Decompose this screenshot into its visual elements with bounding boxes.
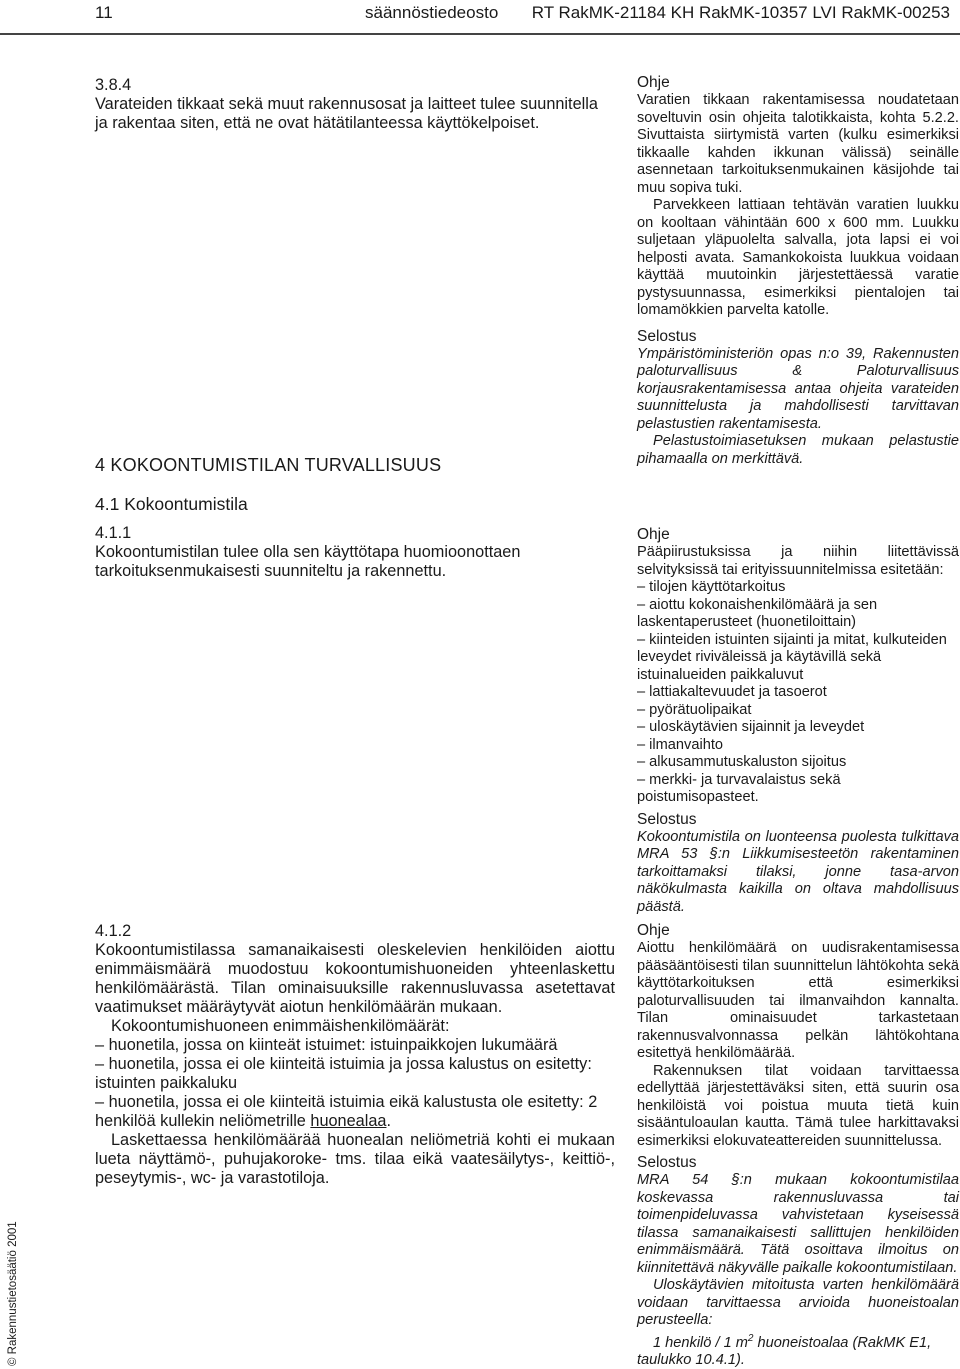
selostus-label: Selostus [637,811,959,829]
guidance-block-3 [637,922,959,1369]
list-item: – aiottu kokonaishenkilömäärä ja sen laskentaperusteet (huonetiloittain) [637,597,959,632]
section-title: 4.1 Kokoontumistila [95,494,248,515]
underlined-term: huonealaa [310,1112,386,1130]
section-number: 4.1.2 [95,922,615,941]
list-item: – ilmanvaihto [637,737,959,755]
chapter-title: 4 KOKOONTUMISTILAN TURVALLISUUS [95,455,441,476]
paragraph: Aiottu henkilömäärä on uudisrakentamisessa pääsääntöisesti tilan suunnittelun lähtökohta sekä käyttötarkoituksen että esimerkiksi paloturvallisuuden tai ilmanvaihdon kannalta. Tilan ominaisuudet tarkastetaan rakennusvalvonnassa pelkän lähtökohtana esitettyä henkilömäärää. [637,940,959,1063]
paragraph: Pelastustoimiasetuksen mukaan pelastustie pihamaalla on merkittävä. [637,433,959,468]
paragraph: Rakennuksen tilat voidaan tarvittaessa edellyttää järjestettäväksi siten, että suurin osa henkilöistä voi poistua muuta tietä kuin sisääntuloaulan kautta. Tämä tulee harkittavaksi esimerkiksi elokuvateattereiden suunnittelussa. [637,1063,959,1151]
paragraph: Kokoontumistila on luonteensa puolesta tulkittava MRA 53 §:n Liikkumisesteetön rakentaminen tarkoittamaksi tilaksi, jonne tasa-arvon näkökulmasta kaikilla on oltava mahdollisuus päästä. [637,829,959,917]
list-item: – huonetila, jossa on kiinteät istuimet: istuinpaikkojen lukumäärä [95,1036,615,1055]
selostus-label: Selostus [637,328,959,346]
section-4-1-1 [95,524,615,581]
copyright-note: © Rakennustietosäätiö 2001 [7,1216,19,1366]
section-4-1-2 [95,922,615,1188]
ohje-label: Ohje [637,922,959,940]
section-number: 4.1.1 [95,524,615,543]
paragraph: Laskettaessa henkilömäärää huonealan neliömetriä kohti ei mukaan lueta näyttämö-, puhujakoroke- tms. tilaa eikä vaatesäilytys-, keittiö-, peseytymis-, wc- ja varastotiloja. [95,1131,615,1188]
list-item: – uloskäytävien sijainnit ja leveydet [637,719,959,737]
list-item: – kiinteiden istuinten sijainti ja mitat, kulkuteiden leveydet riviväleissä ja käytävillä sekä istuinaluеiden paikkaluvut [637,632,959,685]
list-item: – merkki- ja turvavalaistus sekä poistumisopasteet. [637,772,959,807]
header-rule [0,33,960,35]
list-item: – pyörätuolipaikat [637,702,959,720]
list-item: – huonetila, jossa ei ole kiinteitä istuimia eikä kalustusta ole esitetty: 2 henkilöä kullekin neliömetrille huonealaa. [95,1093,615,1131]
paragraph: Kokoontumistilassa samanaikaisesti oleskelevien henkilöiden aiottu enimmäismäärä muodostuu kokoontumishuoneiden yhteenlaskettu henkilömäärästä. Tilan ominaisuuksille rakennusluvassa asetettavat vaatimukset määräytyvät aiotun henkilömäärän mukaan. [95,941,615,1017]
paragraph: Kokoontumishuoneen enimmäishenkilömäärät: [95,1017,615,1036]
guidance-block-2 [637,526,959,916]
ohje-label: Ohje [637,526,959,544]
paragraph: Uloskäytävien mitoitusta varten henkilömäärä voidaan tarvittaessa arvioida huoneistoalan perusteella: [637,1277,959,1330]
page-header [0,0,960,36]
paragraph: MRA 54 §:n mukaan kokoontumistilaa koskevassa rakennusluvassa tai toimenpideluvassa vahvistetaan kyseisessä tilassa samanaikaisesti sallittujen henkilöiden enimmäismäärä. Tätä osoittava ilmoitus on kiinnitettävä näkyvälle paikalle kokoontumistilaan. [637,1172,959,1277]
paragraph: Pääpiirustuksissa ja niihin liitettävissä selvityksissä tai erityissuunnitelmissa esitetään: [637,544,959,579]
ohje-label: Ohje [637,74,959,92]
paragraph: Ympäristöministeriön opas n:o 39, Rakennusten paloturvallisuus & Paloturvallisuus korjausrakentamisessa antaa ohjeita varateiden suunnittelusta ja mahdollisesti tarvittavan pelastustien rakentamisesta. [637,346,959,434]
document-codes: RT RakMK-21184 KH RakMK-10357 LVI RakMK-00253 [532,3,950,23]
list-item: – alkusammutuskaluston sijoitus [637,754,959,772]
list-item: – huonetila, jossa ei ole kiinteitä istuimia ja jossa kalustus on esitetty: istuinten paikkaluku [95,1055,615,1093]
paragraph: Parvekkeen lattiaan tehtävän varatien luukku on kooltaan vähintään 600 x 600 mm. Luukku suljetaan yläpuolelta salvalla, jota lapsi ei voi helposti avata. Samankokoista luukkua voidaan käyttää muutoinkin järjestettäessä varatie pystysuunnassa, esimerkiksi pientalojen tai lomamökkien parvelta katolle. [637,197,959,320]
guidance-block-1 [637,74,959,468]
section-3-8-4 [95,76,615,133]
formula: 1 henkilö / 1 $m^2$ huoneistoalaa (RakMK E1, taulukko 10.4.1). [637,1330,959,1369]
list-item: – lattiakaltevuudet ja tasoerot [637,684,959,702]
section-text: Varateiden tikkaat sekä muut rakennusosat ja laitteet tulee suunnitella ja rakentaa siten, että ne ovat hätätilanteessa käyttökelpoiset. [95,95,615,133]
page-number: 11 [95,3,113,23]
section-text: Kokoontumistilan tulee olla sen käyttötapa huomioonottaen tarkoituksenmukaisesti suunniteltu ja rakennettu. [95,543,615,581]
selostus-label: Selostus [637,1154,959,1172]
list-item: – tilojen käyttötarkoitus [637,579,959,597]
paragraph: Varatien tikkaan rakentamisessa noudatetaan soveltuvin osin ohjeita talotikkaista, kohta 5.2.2. Sivuttaista siirtymistä varten (kulku esimerkiksi tikkaalle kahden ikkunan välissä) seinälle asennetaan tarkoituksenmukainen käsijohde tai muu sopiva tuki. [637,92,959,197]
section-number: 3.8.4 [95,76,615,95]
section-label: säännöstiedeosto [365,3,498,23]
